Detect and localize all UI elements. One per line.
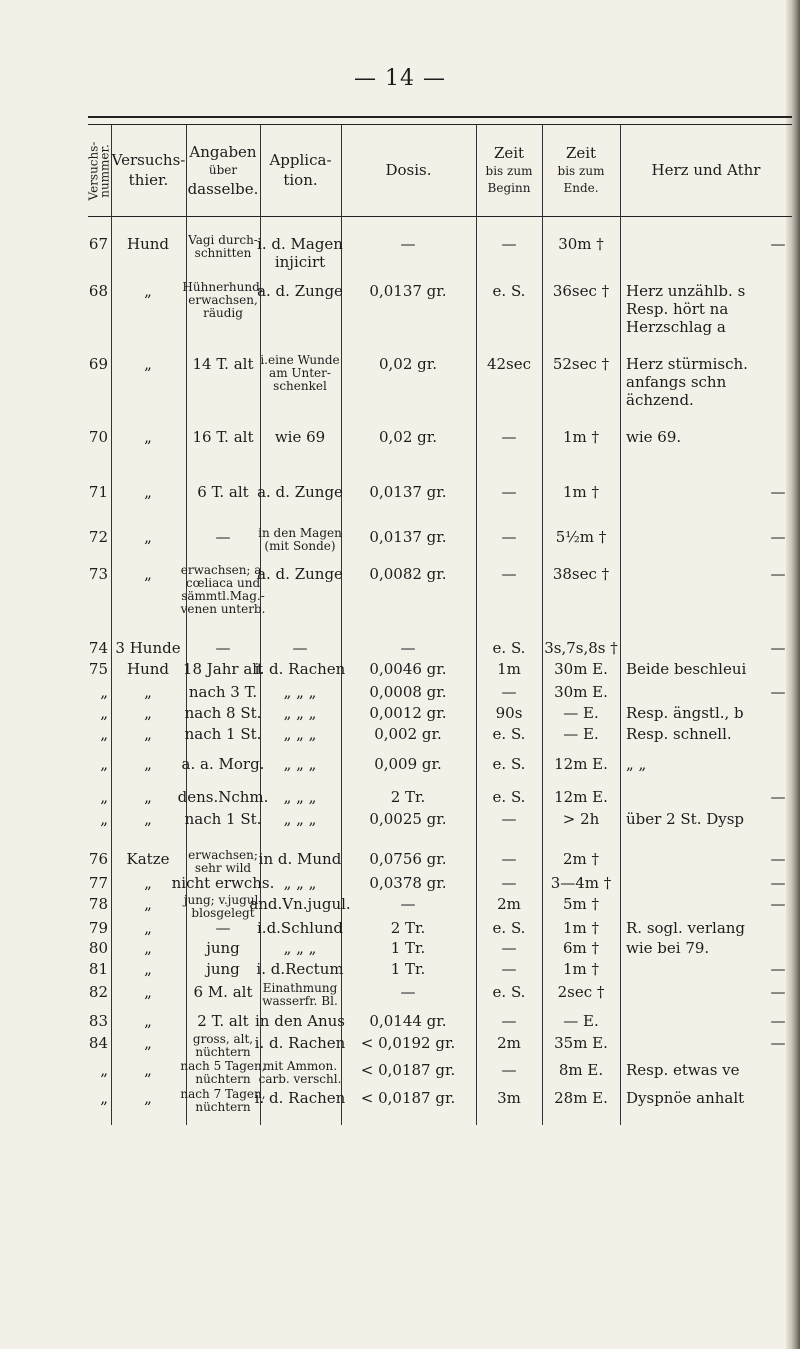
- row-ende: 12m E.: [554, 755, 608, 773]
- row-herz-athmung: —: [770, 1012, 786, 1030]
- header-line: dasselbe.: [187, 179, 259, 198]
- row-application: „ „ „: [283, 683, 317, 701]
- row-beginn: —: [501, 1012, 517, 1030]
- row-beginn: —: [501, 683, 517, 701]
- row-angaben: Vagi durch-: [188, 233, 258, 247]
- row-angaben: nüchtern: [195, 1100, 251, 1114]
- row-dosis: 0,0756 gr.: [369, 850, 447, 868]
- row-application: wasserfr. Bl.: [262, 994, 338, 1008]
- row-application: in d. Mund: [258, 850, 342, 868]
- row-thier: „: [144, 919, 152, 937]
- row-herz-athmung: Resp. hört na: [626, 300, 729, 318]
- column-divider: [186, 124, 187, 1125]
- row-beginn: —: [501, 960, 517, 978]
- row-number: 72: [88, 528, 108, 546]
- row-ende: 1m †: [562, 428, 600, 446]
- row-dosis: 2 Tr.: [390, 919, 426, 937]
- row-ende: > 2h: [562, 810, 600, 828]
- row-application: Einathmung: [262, 981, 338, 995]
- row-dosis: 0,0025 gr.: [369, 810, 447, 828]
- row-application: schenkel: [273, 379, 327, 393]
- row-thier: „: [144, 704, 152, 722]
- row-thier: „: [144, 725, 152, 743]
- row-angaben: erwachsen;: [188, 848, 258, 862]
- row-dosis: 1 Tr.: [390, 939, 426, 957]
- row-thier: „: [144, 528, 152, 546]
- header-line: nummer.: [97, 144, 112, 198]
- row-ende: 36sec †: [552, 282, 610, 300]
- row-angaben: nach 5 Tagen,: [180, 1059, 266, 1073]
- row-herz-athmung: —: [770, 874, 786, 892]
- row-thier: „: [144, 565, 152, 583]
- row-number: 73: [88, 565, 108, 583]
- row-beginn: 1m: [497, 660, 521, 678]
- row-dosis: 1 Tr.: [390, 960, 426, 978]
- row-thier: „: [144, 874, 152, 892]
- row-beginn: —: [501, 565, 517, 583]
- row-application: „ „ „: [283, 874, 317, 892]
- row-number: „: [100, 755, 108, 773]
- row-application: carb. verschl.: [258, 1072, 342, 1086]
- header-line: thier.: [128, 171, 169, 189]
- row-dosis: < 0,0192 gr.: [360, 1034, 456, 1052]
- row-number: 70: [88, 428, 108, 446]
- row-dosis: 0,0008 gr.: [369, 683, 447, 701]
- row-ende: 12m E.: [554, 788, 608, 806]
- row-thier: „: [144, 788, 152, 806]
- header-line: tion.: [283, 171, 318, 189]
- row-ende: 1m †: [562, 919, 600, 937]
- row-angaben: sämmtl.Mag.-: [181, 589, 265, 603]
- row-herz-athmung: Herz unzählb. s: [626, 282, 746, 300]
- row-beginn: —: [501, 874, 517, 892]
- row-number: 69: [88, 355, 108, 373]
- row-herz-athmung: über 2 St. Dysp: [626, 810, 745, 828]
- header-c6: [542, 128, 620, 212]
- row-beginn: —: [501, 939, 517, 957]
- row-beginn: —: [501, 528, 517, 546]
- header-line: über: [208, 162, 238, 177]
- row-ende: — E.: [563, 725, 599, 743]
- row-angaben: jung: [206, 939, 240, 957]
- row-number: 82: [88, 983, 108, 1001]
- row-herz-athmung: —: [770, 983, 786, 1001]
- row-angaben: 6 T. alt: [197, 483, 249, 501]
- row-application: „ „ „: [283, 939, 317, 957]
- row-angaben: nüchtern: [195, 1072, 251, 1086]
- row-beginn: e. S.: [492, 919, 526, 937]
- row-application: injicirt: [274, 253, 326, 271]
- row-angaben: nach 8 St.: [184, 704, 262, 722]
- row-application: i. d.Rectum: [256, 960, 344, 978]
- row-ende: 1m †: [562, 960, 600, 978]
- row-application: „ „ „: [283, 810, 317, 828]
- row-herz-athmung: —: [770, 1034, 786, 1052]
- row-application: and.Vn.jugul.: [249, 895, 351, 913]
- row-angaben: Hühnerhund,: [182, 280, 264, 294]
- row-beginn: —: [501, 810, 517, 828]
- row-thier: Hund: [126, 235, 170, 253]
- row-beginn: 90s: [495, 704, 523, 722]
- row-dosis: 0,0012 gr.: [369, 704, 447, 722]
- row-application: i. d. Rachen: [254, 1089, 346, 1107]
- row-application: in den Magen: [258, 526, 342, 540]
- row-application: —: [292, 639, 308, 657]
- row-thier: „: [144, 483, 152, 501]
- row-number: „: [100, 704, 108, 722]
- row-beginn: 2m: [497, 1034, 521, 1052]
- row-herz-athmung: —: [770, 895, 786, 913]
- row-number: 77: [88, 874, 108, 892]
- row-number: 68: [88, 282, 108, 300]
- row-angaben: räudig: [203, 306, 243, 320]
- row-number: 81: [88, 960, 108, 978]
- row-thier: „: [144, 1012, 152, 1030]
- row-dosis: 0,0378 gr.: [369, 874, 447, 892]
- row-number: „: [100, 788, 108, 806]
- row-beginn: —: [501, 1061, 517, 1079]
- row-dosis: < 0,0187 gr.: [360, 1061, 456, 1079]
- row-application: „ „ „: [283, 788, 317, 806]
- header-line: Zeit: [493, 144, 525, 162]
- row-ende: 38sec †: [552, 565, 610, 583]
- row-dosis: 0,0137 gr.: [369, 528, 447, 546]
- row-number: 74: [88, 639, 108, 657]
- row-herz-athmung: wie 69.: [626, 428, 682, 446]
- row-beginn: —: [501, 235, 517, 253]
- row-beginn: 3m: [497, 1089, 521, 1107]
- column-divider: [620, 124, 621, 1125]
- row-number: „: [100, 683, 108, 701]
- row-beginn: —: [501, 483, 517, 501]
- row-angaben: 6 M. alt: [193, 983, 253, 1001]
- row-thier: „: [144, 1061, 152, 1079]
- row-angaben: 14 T. alt: [192, 355, 254, 373]
- row-ende: 6m †: [562, 939, 600, 957]
- row-herz-athmung: R. sogl. verlang: [626, 919, 746, 937]
- row-herz-athmung: Resp. schnell.: [626, 725, 732, 743]
- row-herz-athmung: —: [770, 683, 786, 701]
- row-application: a. d. Zunge: [257, 565, 343, 583]
- header-line: Versuchs-: [86, 141, 101, 201]
- row-application: i. d. Rachen: [254, 1034, 346, 1052]
- row-angaben: sehr wild: [194, 861, 252, 875]
- column-divider: [111, 124, 112, 1125]
- row-dosis: 0,0046 gr.: [369, 660, 447, 678]
- row-thier: „: [144, 355, 152, 373]
- table-top-rule: [88, 116, 792, 118]
- row-application: mit Ammon.: [262, 1059, 338, 1073]
- row-ende: 35m E.: [554, 1034, 608, 1052]
- row-angaben: nach 3 T.: [188, 683, 258, 701]
- row-dosis: 0,0144 gr.: [369, 1012, 447, 1030]
- row-ende: — E.: [563, 704, 599, 722]
- header-c2: [186, 128, 260, 212]
- row-beginn: e. S.: [492, 788, 526, 806]
- row-application: i. d. Rachen: [254, 660, 346, 678]
- row-herz-athmung: —: [770, 483, 786, 501]
- row-ende: 52sec †: [552, 355, 610, 373]
- row-ende: 30m E.: [554, 683, 608, 701]
- row-angaben: nüchtern: [195, 1045, 251, 1059]
- row-thier: „: [144, 755, 152, 773]
- row-dosis: 0,0082 gr.: [369, 565, 447, 583]
- row-herz-athmung: Beide beschleui: [626, 660, 747, 678]
- row-number: 84: [88, 1034, 108, 1052]
- row-beginn: —: [501, 850, 517, 868]
- row-ende: 8m E.: [558, 1061, 604, 1079]
- table-header-rule: [88, 216, 792, 217]
- row-angaben: erwachsen,: [188, 293, 258, 307]
- row-thier: „: [144, 428, 152, 446]
- row-angaben: nicht erwchs.: [171, 874, 275, 892]
- row-thier: „: [144, 895, 152, 913]
- row-angaben: —: [215, 639, 231, 657]
- row-dosis: —: [400, 235, 416, 253]
- row-number: „: [100, 810, 108, 828]
- row-angaben: schnitten: [194, 246, 252, 260]
- row-thier: Hund: [126, 660, 170, 678]
- row-angaben: 16 T. alt: [192, 428, 254, 446]
- row-ende: 2m †: [562, 850, 600, 868]
- row-application: i.d.Schlund: [257, 919, 343, 937]
- row-thier: „: [144, 960, 152, 978]
- header-line: Beginn: [487, 181, 531, 195]
- row-angaben: jung: [206, 960, 240, 978]
- header-versuchsnummer: [88, 130, 110, 212]
- row-herz-athmung: —: [770, 788, 786, 806]
- row-dosis: —: [400, 895, 416, 913]
- row-thier: „: [144, 1089, 152, 1107]
- row-dosis: 0,02 gr.: [378, 428, 438, 446]
- row-number: 79: [88, 919, 108, 937]
- row-application: „ „ „: [283, 704, 317, 722]
- header-line: Zeit: [565, 144, 597, 162]
- row-ende: — E.: [563, 1012, 599, 1030]
- header-line: Dosis.: [385, 161, 432, 179]
- row-application: am Unter-: [269, 366, 331, 380]
- row-thier: „: [144, 282, 152, 300]
- row-beginn: 2m: [497, 895, 521, 913]
- row-application: a. d. Zunge: [257, 483, 343, 501]
- header-c1: [111, 128, 186, 212]
- row-thier: „: [144, 983, 152, 1001]
- row-herz-athmung: Resp. etwas ve: [626, 1061, 740, 1079]
- row-angaben: blosgelegt: [191, 906, 255, 920]
- row-angaben: —: [215, 919, 231, 937]
- row-angaben: gross, alt,: [192, 1032, 254, 1046]
- row-application: a. d. Zunge: [257, 282, 343, 300]
- row-herz-athmung: —: [770, 850, 786, 868]
- row-herz-athmung: Herz stürmisch.: [626, 355, 748, 373]
- header-line: Herz und Athr: [651, 161, 761, 179]
- row-angaben: 18 Jahr alt: [182, 660, 264, 678]
- page-number: — 14 —: [354, 66, 446, 91]
- row-number: 67: [88, 235, 108, 253]
- row-number: 80: [88, 939, 108, 957]
- column-divider: [476, 124, 477, 1125]
- row-angaben: jung; v.jugul.: [183, 893, 263, 907]
- header-c4: [341, 128, 476, 212]
- row-ende: 1m †: [562, 483, 600, 501]
- row-number: 76: [88, 850, 108, 868]
- row-herz-athmung: anfangs schn: [626, 373, 727, 391]
- row-ende: 3—4m †: [550, 874, 612, 892]
- row-ende: 30m E.: [554, 660, 608, 678]
- row-dosis: —: [400, 983, 416, 1001]
- header-line: bis zum: [485, 164, 533, 178]
- table-top-rule-inner: [88, 124, 792, 125]
- header-c7: [620, 128, 792, 212]
- row-angaben: venen unterb.: [180, 602, 266, 616]
- header-line: Ende.: [563, 181, 599, 195]
- header-line: Applica-: [269, 151, 332, 169]
- row-dosis: < 0,0187 gr.: [360, 1089, 456, 1107]
- row-application: „ „ „: [283, 755, 317, 773]
- row-herz-athmung: —: [770, 960, 786, 978]
- header-c5: [476, 128, 542, 212]
- row-herz-athmung: —: [770, 639, 786, 657]
- row-angaben: 2 T. alt: [197, 1012, 249, 1030]
- row-application: „ „ „: [283, 725, 317, 743]
- row-beginn: —: [501, 428, 517, 446]
- row-herz-athmung: —: [770, 565, 786, 583]
- row-dosis: 0,009 gr.: [374, 755, 442, 773]
- row-angaben: —: [215, 528, 231, 546]
- row-beginn: e. S.: [492, 983, 526, 1001]
- row-application: i. d. Magen: [257, 235, 343, 253]
- row-angaben: nach 1 St.: [184, 810, 262, 828]
- row-herz-athmung: Resp. ängstl., b: [626, 704, 744, 722]
- row-herz-athmung: Herzschlag a: [626, 318, 726, 336]
- row-angaben: cœliaca und: [185, 576, 261, 590]
- row-ende: 5m †: [562, 895, 600, 913]
- row-thier: Katze: [126, 850, 170, 868]
- row-ende: 5½m †: [555, 528, 607, 546]
- row-thier: 3 Hunde: [115, 639, 181, 657]
- row-angaben: nach 1 St.: [184, 725, 262, 743]
- row-angaben: dens.Nchm.: [177, 788, 269, 806]
- row-beginn: e. S.: [492, 639, 526, 657]
- header-line: Versuchs-: [111, 151, 186, 169]
- row-dosis: 0,0137 gr.: [369, 483, 447, 501]
- row-dosis: —: [400, 639, 416, 657]
- row-angaben: nach 7 Tagen,: [180, 1087, 266, 1101]
- row-thier: „: [144, 683, 152, 701]
- row-herz-athmung: wie bei 79.: [626, 939, 710, 957]
- row-ende: 30m †: [558, 235, 604, 253]
- row-number: 71: [88, 483, 108, 501]
- row-number: „: [100, 1089, 108, 1107]
- row-beginn: e. S.: [492, 282, 526, 300]
- row-number: 78: [88, 895, 108, 913]
- row-dosis: 2 Tr.: [390, 788, 426, 806]
- row-angaben: erwachsen; a.: [180, 563, 266, 577]
- row-application: i.eine Wunde: [260, 353, 340, 367]
- row-application: wie 69: [274, 428, 326, 446]
- header-line: bis zum: [557, 164, 605, 178]
- row-ende: 2sec †: [557, 983, 605, 1001]
- row-thier: „: [144, 939, 152, 957]
- row-beginn: e. S.: [492, 725, 526, 743]
- column-divider: [542, 124, 543, 1125]
- row-number: 75: [88, 660, 108, 678]
- row-thier: „: [144, 1034, 152, 1052]
- row-beginn: e. S.: [492, 755, 526, 773]
- row-beginn: 42sec: [486, 355, 532, 373]
- row-dosis: 0,002 gr.: [374, 725, 442, 743]
- row-herz-athmung: Dyspnöe anhalt: [626, 1089, 745, 1107]
- header-line: Angaben: [189, 142, 257, 161]
- row-number: „: [100, 1061, 108, 1079]
- row-herz-athmung: —: [770, 528, 786, 546]
- row-herz-athmung: —: [770, 235, 786, 253]
- row-ende: 3s,7s,8s †: [544, 639, 618, 657]
- header-c3: [260, 128, 341, 212]
- row-dosis: 0,02 gr.: [378, 355, 438, 373]
- row-dosis: 0,0137 gr.: [369, 282, 447, 300]
- row-herz-athmung: ächzend.: [626, 391, 694, 409]
- row-thier: „: [144, 810, 152, 828]
- row-application: (mit Sonde): [264, 539, 336, 553]
- row-application: in den Anus: [255, 1012, 345, 1030]
- row-ende: 28m E.: [554, 1089, 608, 1107]
- row-number: „: [100, 725, 108, 743]
- row-herz-athmung: „ „: [626, 755, 647, 773]
- row-angaben: a. a. Morg.: [181, 755, 265, 773]
- row-number: 83: [88, 1012, 108, 1030]
